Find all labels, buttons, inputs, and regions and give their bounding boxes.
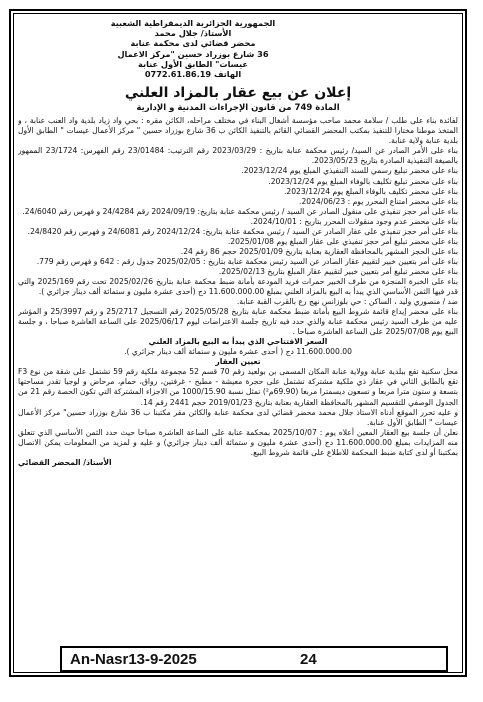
- header-line: الجمهورية الجزائرية الديمقراطية الشعبية: [110, 18, 276, 28]
- header-line: محضر قضائي لدى محكمة عنابة: [130, 38, 256, 49]
- body-paragraph: بناء على محضر تبليغ أمر بتعيين خبير لتقييم عقار المبلغ بتاريخ 2025/02/13.: [218, 266, 458, 276]
- header-line: عيسات" الطابق الأول عنابة: [138, 58, 248, 69]
- notice-subtitle: المادة 749 من قانون الإجراءات المدنية و الإدارية: [136, 103, 340, 114]
- signature-block: [18, 458, 458, 468]
- body-paragraph: بناء على أمر حجز تنفيذي على منقول الصادر عن السيد / رئيس محكمة عنابة بتاريخ: 2024/09/19 رقم 24/4284 و فهرس رقم 24/6040.: [22, 206, 458, 216]
- header-line: الأستاذ/ جلال محمد: [154, 28, 232, 39]
- body-paragraph: بناء على أمر حجز تنفيذي على عقار الصادر عن السيد / رئيس محكمة عنابة بتاريخ: 2024/12/24 رقم 24/6081 و فهرس رقم 24/8420.: [27, 226, 458, 236]
- body-paragraph: و عليه تحرر الموقع أدناه الاستاذ جلال محمد محضر قضائي لدى محكمة عنابة والكائن مقر مكتبنا ب 36 شارع بوزراد حسين" مركز الأعمال عيسات " الطابق الأول عنابة.: [18, 407, 458, 427]
- publication-footer: [60, 646, 448, 672]
- opening-price-heading: السعر الافتتاحي الذي يبدأ به البيع بالمزاد العلني: [148, 337, 328, 347]
- property-description: محل سكنية تقع ببلدية عنابة وولاية عنابة المكان المسمى بن بولعيد رقم 70 قسم 52 مجموعة ملكية رقم 59 تشتمل على شقة من نوع F3 تقع بالطابق الثاني في عقار ذي ملكية مشتركة تشتمل على حجرة معيشة - مطبخ - غرفتين، رواق، حمام، مرحاض و لوجيا تقدر مساحتها بتسعة و ستون مترا مربعا و تسعون ديسمترا مربعا (69.90م²) تمثل نسبة 1000/15.90 من الاجزاء المشتركة التي تكون الحصة رقم 21 من الجدول الوصفي للتقسيم المشهر بالمحافظة العقارية بعنابة بتاريخ 2019/01/23 حجم 2441 رقم 14.: [18, 367, 458, 407]
- body-paragraph: بناء على محضر تبليغ رسمي للسند التنفيذي المبلغ يوم 2023/12/24.: [241, 166, 458, 176]
- notice-body: [18, 116, 458, 458]
- body-paragraph: بناء على الخبرة المنجزة من طرف الخبير حمرات فريد المودعة بأمانة ضبط محكمة عنابة بتاريخ 2025/02/26 تحت رقم 2025/169 والتي قدر فيها الثمن الأساسي الذي يبدأ به البيع بالمزاد العلني بمبلغ 11.600.000.00 دج (أحدى عشرة مليون و ستمائة ألف دينار جزائري ).: [18, 276, 458, 297]
- body-paragraph: بناء على أمر بتعيين خبير لتقييم عقار الصادر عن السيد رئيس محكمة عنابة بتاريخ : 2025/02/05 جدول رقم : 642 و فهرس رقم 779.: [36, 256, 458, 266]
- notice-content: [18, 18, 458, 636]
- body-paragraph: بناء على محضر إيداع قائمة شروط البيع بأمانة ضبط محكمة عنابة بتاريخ 2025/05/28 رقم التسجيل 25/2717 و رقم 25/3997 و المؤشر عليه من طرف السيد رئيس محكمة عنابة والذي حدد فيه تاريخ جلسة الاعتراضات ليوم 2025/06/17 على الساعة العاشرة صباحا ، و جلسة البيع يوم 2025/07/08 على الساعة العاشرة صباحا .: [18, 307, 458, 337]
- body-paragraph: بناء على محضر تكليف بالوفاء المبلغ يوم 2023/12/24.: [283, 186, 458, 196]
- auction-announcement: نعلن أن جلسة بيع العقار المعين أعلاه يوم : 2025/10/07 بمحكمة عنابة على الساعة العاشرة صباحا حيث حدد الثمن الأساسي الذي تتعلق منه المزايدات بمبلغ 11.600.000.00 دج (أحدى عشرة مليون و ستمائة ألف دينار جزائري) و عليه و لمزيد من المعلومات يمكن الاتصال بمكتبنا أو لدى كتابة ضبط المحكمة للاطلاع على قائمة شروط البيع.: [18, 427, 458, 457]
- header-line: 36 شارع بوزراد حسين "مركز الاعمال: [117, 48, 269, 59]
- body-paragraph: بناء على محضر تبليغ أمر حجز تنفيذي على عقار المبلغ يوم 2025/01/08.: [227, 236, 458, 246]
- notice-title: إعلان عن بيع عقار بالمزاد العلني: [124, 85, 352, 102]
- body-paragraph: بناء على الأمر الصادر عن السيد/ رئيس محكمة عنابة بتاريخ : 2023/03/29 رقم الترتيب: 23/01484 رقم الفهرس: 23/1724 الممهور بالصيغة التنفيذية الصادرة بتاريخ 2023/05/23.: [18, 146, 458, 166]
- page-number: 24: [300, 650, 317, 668]
- publication-name: An-Nasr13-9-2025: [70, 650, 197, 668]
- property-heading: تعيين العقار: [215, 357, 261, 367]
- opening-price-value: 11.600.000.00 دج ( أحدى عشرة مليون و ستمائة ألف دينار جزائري ).: [124, 347, 352, 357]
- body-paragraph: بناء على الحجز المشهر بالمحافظة العقارية بعنابة بتاريخ 2025/01/09 حجم 86 رقم 24.: [180, 246, 458, 256]
- header-line: الهاتف 0772.61.86.19: [144, 69, 242, 80]
- body-paragraph: ضد / منصوري وليد ، الساكن : حي بلوزانس نهج رع بالقرب القبة عنابة.: [236, 297, 458, 307]
- body-paragraph: بناء على محضر امتناع المحرر يوم : 2024/06/23.: [299, 196, 458, 206]
- body-paragraph: بناء على محضر تبليغ تكليف بالوفاء المبلغ يوم 2023/12/24.: [268, 176, 458, 186]
- body-paragraph: بناء على محضر عدم وجود منقولات المحرر بتاريخ : 2024/10/01.: [250, 216, 458, 226]
- notice-header: [18, 18, 458, 79]
- signature-line: الأستاذ/ المحضر القضائي: [18, 457, 112, 467]
- body-paragraph: لفائدة بناء على طلب / سلامة محمد صاحب مؤسسة أشغال البناء في مختلف مراحله، الكائن مقره : بحي واد زياد بلدية واد العنب عنابة ، و المتخذ موطنا مختارا للتنفيذ بمكتب المحضر القضائي القائم بالتنفيذ الكائن ب 36 شارع بوزراد حسين " مركز الأعمال عيسات " الطابق الأول بلدية عنابة ولاية عنابة.: [18, 116, 458, 146]
